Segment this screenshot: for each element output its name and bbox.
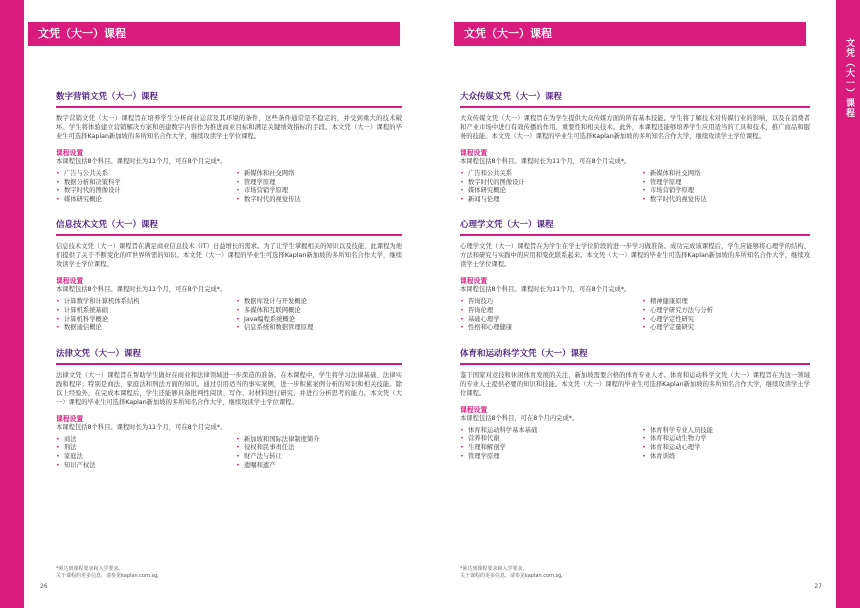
subject-item: • 管理学原理: [460, 453, 628, 462]
subject-item: • 管理学原理: [236, 179, 402, 188]
curriculum-heading: 课程设置: [56, 149, 84, 157]
left-footnote: [56, 566, 162, 580]
subject-list: [460, 170, 810, 204]
subject-item: • 心理学定性研究: [642, 316, 810, 325]
left-footnote-line2: 关于课程的更多信息，请参见kaplan.com.sg。: [56, 573, 163, 579]
subject-item: • 基础心理学: [460, 316, 628, 325]
left-page-number: 26: [40, 583, 48, 590]
subject-item: • 心理学研究方法与分析: [642, 307, 810, 316]
section-divider: [56, 106, 402, 108]
section-divider: [56, 234, 402, 236]
subject-item: • 新媒体和社交网络: [236, 170, 402, 179]
section-divider: [460, 106, 810, 108]
curriculum-heading: 课程设置: [460, 277, 488, 286]
subject-item: • 数字时代的视觉传达: [236, 196, 402, 205]
curriculum-summary: 本课程包括8个科目，可在8个月内完成*。: [460, 414, 579, 422]
curriculum-summary: 本课程包括8个科目。课程时长为11个月，可在8个月完成*。: [56, 158, 227, 165]
course-section: [56, 90, 402, 204]
curriculum-heading: 课程设置: [460, 405, 488, 414]
right-page: [430, 0, 860, 608]
curriculum-summary: 本课程包括8个科目。课程时长为11个月，可在8个月完成*。: [56, 423, 227, 431]
course-description: 法律文凭（大一）课程旨在帮助学生做好在商业和法律领域进一步深造的准备。在本课程中，学生将学习法律基础、法律实践和程序；特别是商法、家庭法和刑法方面的知识。通过引用适当的事实案例，进一步积累案例分析的知识和相关技能。除以上经验外，在完成本课程后，学生还能够具备批判性阅读、写作、对材料进行研究、并进行分析思考的能力。本文凭（大一）课程的毕业生可选择Kaplan新加坡的多所知名合作大学，继续攻读学士学位课程。: [56, 371, 402, 406]
subject-item: • 侵权和民事责任法: [236, 444, 402, 453]
subject-item: • 广告和公共关系: [460, 170, 628, 179]
left-header-title: 文凭（大一）课程: [38, 27, 126, 40]
course-title: 数字营销文凭（大一）课程: [56, 92, 159, 102]
left-content: [56, 90, 402, 484]
subject-item: • 体育科学专业人员技能: [642, 427, 810, 436]
subject-item: • 体育和运动心理学: [642, 444, 810, 453]
subject-item: • 咨询伦理: [460, 307, 628, 316]
curriculum-heading: 课程设置: [56, 414, 84, 423]
curriculum-summary: 本课程包括8个科目。课程时长为11个月，可在8个月完成*。: [56, 286, 227, 294]
subject-item: • 生理和解剖学: [460, 444, 628, 453]
section-divider: [460, 363, 810, 365]
subject-item: • 数据分析和决策科学: [56, 179, 222, 188]
subject-item: • 数据库设计与开发概论: [236, 298, 402, 307]
course-description: 数字营销文凭（大一）课程旨在培养学生分析商业运营及其环境的条件，这些条件通常是不稳定的，并受到重大的技术破坏。学生将体验建立营销解决方案和创建数字内容作为推进商业目标和满足关键绩效指标的手段。本文凭（大一）课程的毕业生可选择Kaplan新加坡的多所知名合作大学，继续攻读学士学位课程。: [56, 115, 402, 140]
subject-item: • 数字时代的图像设计: [56, 187, 222, 196]
course-title: 体育和运动科学文凭（大一）课程: [460, 348, 588, 359]
subject-item: • 商法: [56, 436, 222, 445]
subject-item: • 媒体研究概论: [460, 187, 628, 196]
subject-item: • 广告与公共关系: [56, 170, 222, 179]
subject-item: • 财产法与转让: [236, 453, 402, 462]
left-footnote-line1: *须达到课程要求和入学要求。: [56, 566, 124, 572]
right-content: [460, 90, 810, 475]
curriculum-summary: 本课程包括8个科目。课程时长为11个月，可在8个月完成*。: [460, 286, 631, 294]
right-header-band: [454, 22, 806, 46]
left-header-band: [28, 22, 400, 46]
course-section: [460, 218, 810, 332]
subject-item: • 体育和运动生物力学: [642, 435, 810, 444]
subject-item: • 数字时代的视觉传达: [642, 196, 810, 205]
subject-item: • 刑法: [56, 444, 222, 453]
curriculum-heading: 课程设置: [460, 149, 488, 157]
subject-item: • 性格和心理健康: [460, 324, 628, 333]
section-divider: [56, 363, 402, 365]
right-side-bar: [836, 0, 860, 608]
subject-item: • 心理学定量研究: [642, 324, 810, 333]
subject-item: • 体育训练: [642, 453, 810, 462]
right-footnote: [460, 566, 566, 580]
subject-item: • Java编程系统概论: [236, 316, 402, 325]
subject-item: • 计算机科学概论: [56, 316, 222, 325]
subject-item: • 计算数学和计算机体系结构: [56, 298, 222, 307]
course-section: [56, 347, 402, 470]
subject-list: [460, 427, 810, 461]
subject-item: • 新加坡和国际法律制度简介: [236, 436, 402, 445]
course-title: 信息技术文凭（大一）课程: [56, 220, 159, 231]
subject-item: • 新闻与伦理: [460, 196, 628, 205]
subject-list: [460, 298, 810, 332]
subject-list: [56, 298, 402, 332]
subject-item: • 媒体研究概论: [56, 196, 222, 205]
course-title: 大众传媒文凭（大一）课程: [460, 92, 563, 102]
subject-item: • 精神健康原理: [642, 298, 810, 307]
subject-item: • 多媒体和互联网概论: [236, 307, 402, 316]
subject-item: • 管理学原理: [642, 179, 810, 188]
course-section: [56, 218, 402, 332]
subject-item: • 数据通信概论: [56, 324, 222, 333]
course-title: 心理学文凭（大一）课程: [460, 220, 554, 231]
subject-item: • 知识产权法: [56, 462, 222, 471]
subject-list: [56, 170, 402, 204]
subject-item: • 市场营销学原理: [642, 187, 810, 196]
course-title: 法律文凭（大一）课程: [56, 348, 142, 359]
course-description: 信息技术文凭（大一）课程旨在满足商业信息技术（IT）日益增长的需求。为了让学生掌握相关的知识以及技能，此课程为他们提供了关于不断变化的IT世界所需的知识。本文凭（大一）课程的毕业生可选择Kaplan新加坡的多所知名合作大学，继续攻读学士学位课程。: [56, 243, 402, 269]
subject-item: • 数字时代的图像设计: [460, 179, 628, 188]
section-divider: [460, 234, 810, 236]
subject-item: • 营养和代谢: [460, 435, 628, 444]
right-footnote-line1: *须达到课程要求和入学要求。: [460, 566, 528, 572]
curriculum-summary: 本课程包括8个科目。课程时长为11个月，可在8个月完成*。: [460, 158, 631, 165]
subject-item: • 信息系统和数据管理原理: [236, 324, 402, 333]
right-header-title: 文凭（大一）课程: [464, 27, 552, 40]
subject-item: • 家庭法: [56, 453, 222, 462]
left-side-bar: [0, 0, 24, 608]
course-section: [460, 90, 810, 204]
course-description: 心理学文凭（大一）课程旨在为学生在学士学位阶段的进一步学习做准备。成功完成该课程后，学生应能够将心理学的结构、方法和研究与实践中的应用和变化联系起来。本文凭（大一）课程的毕业生可选择Kaplan新加坡的多所知名合作大学，继续攻读学士学位课程。: [460, 243, 810, 269]
right-footnote-line2: 关于课程的更多信息，请参见kaplan.com.sg。: [460, 573, 567, 579]
subject-item: • 市场营销学原理: [236, 187, 402, 196]
curriculum-heading: 课程设置: [56, 277, 84, 286]
subject-item: • 体育和运动科学基本基础: [460, 427, 628, 436]
subject-item: • 咨询技巧: [460, 298, 628, 307]
course-section: [460, 347, 810, 461]
course-description: 鉴于国家对竞技和休闲体育发展的关注，新加坡需要合格的体育专业人才。体育和运动科学文凭（大一）课程旨在为这一领域的专业人士提供必要的知识和技能。本文凭（大一）课程的毕业生可选择Kaplan新加坡的多所知名合作大学，继续攻读学士学位课程。: [460, 371, 810, 397]
subject-item: • 新媒体和社交网络: [642, 170, 810, 179]
course-description: 大众传媒文凭（大一）课程旨在为学生提供大众传媒方面的所有基本技能。学生将了解技术对传媒行业的影响，以及在消费者和产业市场中进行有效传播的作用、重要性和相关技术。此外，本课程还能够培养学生应用适当的工具和技术，推广商品和服务的技能。本文凭（大一）课程的毕业生可选择Kaplan新加坡的多所知名合作大学，继续攻读学士学位课程。: [460, 115, 810, 140]
subject-list: [56, 436, 402, 470]
subject-item: • 计算机系统基础: [56, 307, 222, 316]
subject-item: • 遗嘱和遗产: [236, 462, 402, 471]
right-page-number: 27: [814, 583, 822, 590]
side-label: 文凭（大一）课程: [844, 38, 854, 118]
